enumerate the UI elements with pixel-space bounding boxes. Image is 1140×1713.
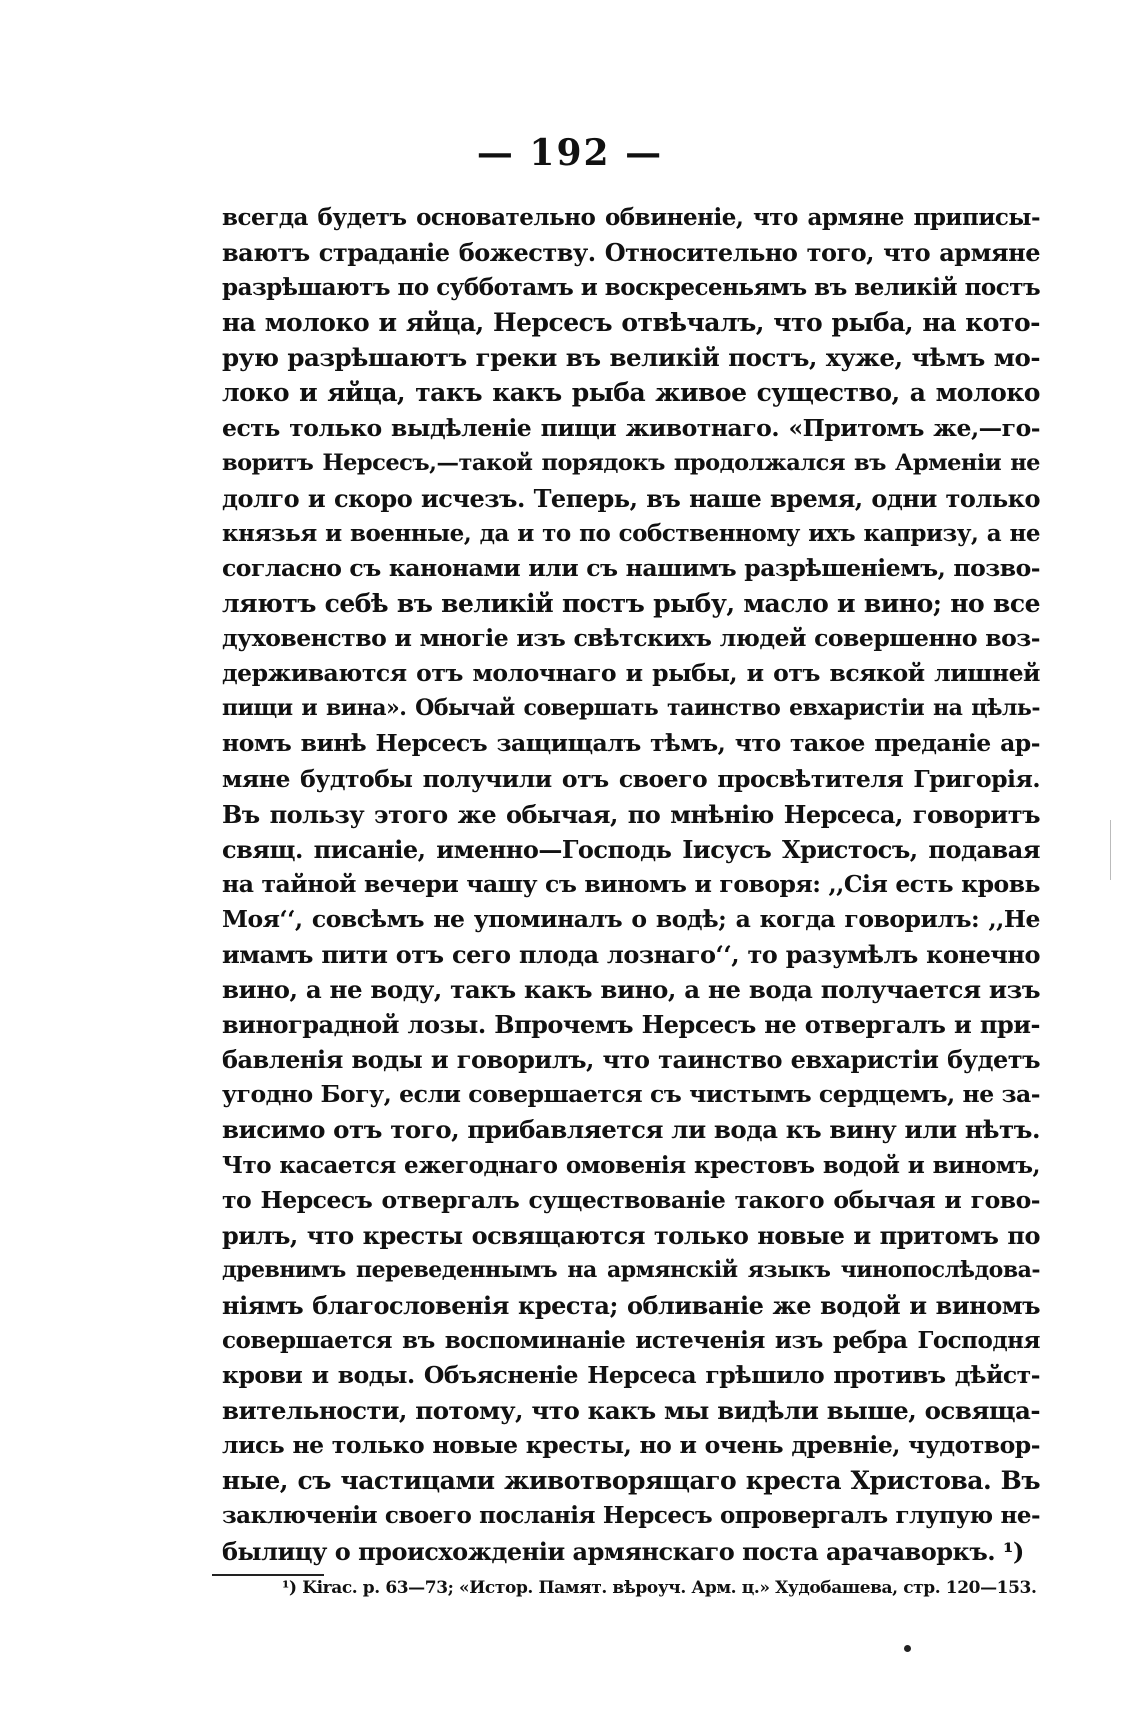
- text-line: лись не только новые кресты, но и очень древніе, чудотвор-: [222, 1431, 1040, 1460]
- text-line: свящ. писаніе, именно—Господь Іисусъ Христосъ, подавая: [222, 834, 1040, 864]
- text-line: рилъ, что кресты освящаются только новые и притомъ по: [222, 1220, 1040, 1250]
- text-line: Въ пользу этого же обычая, по мнѣнію Нерсеса, говоритъ: [222, 799, 1040, 829]
- text-line: рую разрѣшаютъ греки въ великій постъ, хуже, чѣмъ мо-: [222, 343, 1040, 373]
- text-line: пищи и вина». Обычай совершать таинство евхаристіи на цѣль-: [222, 695, 1040, 722]
- text-line: на тайной вечери чашу съ виномъ и говоря: ,,Сія есть кровь: [222, 869, 1040, 898]
- text-line: имамъ пити отъ сего плода лознаго‘‘, то разумѣлъ конечно: [222, 939, 1040, 969]
- footnote-divider: [212, 1574, 324, 1576]
- ink-speck: [904, 1645, 911, 1652]
- text-line: ваютъ страданіе божеству. Относительно того, что армяне: [222, 238, 1040, 268]
- text-line: Моя‘‘, совсѣмъ не упоминалъ о водѣ; а когда говорилъ: ,,Не: [222, 904, 1040, 933]
- text-line: висимо отъ того, прибавляется ли вода къ вину или нѣтъ.: [222, 1115, 1040, 1145]
- text-line: угодно Богу, если совершается съ чистымъ сердцемъ, не за-: [222, 1080, 1040, 1109]
- text-line: древнимъ переведеннымъ на армянскій языкъ чинопослѣдова-: [222, 1256, 1040, 1283]
- text-line: ніямъ благословенія креста; обливаніе же водой и виномъ: [222, 1290, 1040, 1320]
- text-line: заключеніи своего посланія Нерсесъ опровергалъ глупую не-: [222, 1502, 1040, 1530]
- text-line: мяне будтобы получили отъ своего просвѣтителя Григорія.: [222, 764, 1040, 793]
- text-line: локо и яйца, такъ какъ рыба живое существо, а молоко: [222, 378, 1040, 408]
- page-number: — 192 —: [476, 132, 664, 174]
- text-line: вино, а не воду, такъ какъ вино, а не вода получается изъ: [222, 975, 1040, 1005]
- text-line: то Нерсесъ отвергалъ существованіе такого обычая и гово-: [222, 1185, 1040, 1214]
- text-line: согласно съ канонами или съ нашимъ разрѣшеніемъ, позво-: [222, 553, 1040, 582]
- text-line: крови и воды. Объясненіе Нерсеса грѣшило противъ дѣйст-: [222, 1361, 1040, 1390]
- text-line: былицу о происхожденіи армянскаго поста арачаворкъ. ¹): [222, 1536, 1024, 1566]
- footnote: ¹) Kirac. p. 63—73; «Истор. Памят. вѣроуч. Арм. ц.» Худобашева, стр. 120—153.: [282, 1578, 1037, 1598]
- page-edge-mark: [1110, 820, 1111, 880]
- text-line: есть только выдѣленіе пищи животнаго. «Притомъ же,—го-: [222, 413, 1040, 442]
- text-line: долго и скоро исчезъ. Теперь, въ наше время, одни только: [222, 483, 1040, 513]
- text-line: вительности, потому, что какъ мы видѣли выше, освяща-: [222, 1396, 1040, 1426]
- text-line: на молоко и яйца, Нерсесъ отвѣчалъ, что рыба, на кото-: [222, 308, 1040, 338]
- text-line: бавленія воды и говорилъ, что таинство евхаристіи будетъ: [222, 1045, 1040, 1075]
- body-text: [222, 200, 1040, 1569]
- text-line: держиваются отъ молочнаго и рыбы, и отъ всякой лишней: [222, 659, 1040, 688]
- text-line: всегда будетъ основательно обвиненіе, что армяне приписы-: [222, 204, 1040, 231]
- text-line: воритъ Нерсесъ,—такой порядокъ продолжался въ Арменіи не: [222, 449, 1040, 476]
- text-line: номъ винѣ Нерсесъ защищалъ тѣмъ, что такое преданіе ар-: [222, 729, 1040, 758]
- text-line: духовенство и многіе изъ свѣтскихъ людей совершенно воз-: [222, 624, 1040, 653]
- text-line: разрѣшаютъ по субботамъ и воскресеньямъ въ великій постъ: [222, 274, 1041, 302]
- text-line: совершается въ воспоминаніе истеченія изъ ребра Господня: [222, 1327, 1040, 1354]
- text-line: князья и военные, да и то по собственному ихъ капризу, а не: [222, 519, 1040, 547]
- text-line: ные, съ частицами животворящаго креста Христова. Въ: [222, 1466, 1040, 1496]
- text-line: ляютъ себѣ въ великій постъ рыбу, масло и вино; но все: [222, 589, 1040, 619]
- text-line: Что касается ежегоднаго омовенія крестовъ водой и виномъ,: [222, 1151, 1040, 1179]
- text-line: виноградной лозы. Впрочемъ Нерсесъ не отвергалъ и при-: [222, 1010, 1040, 1040]
